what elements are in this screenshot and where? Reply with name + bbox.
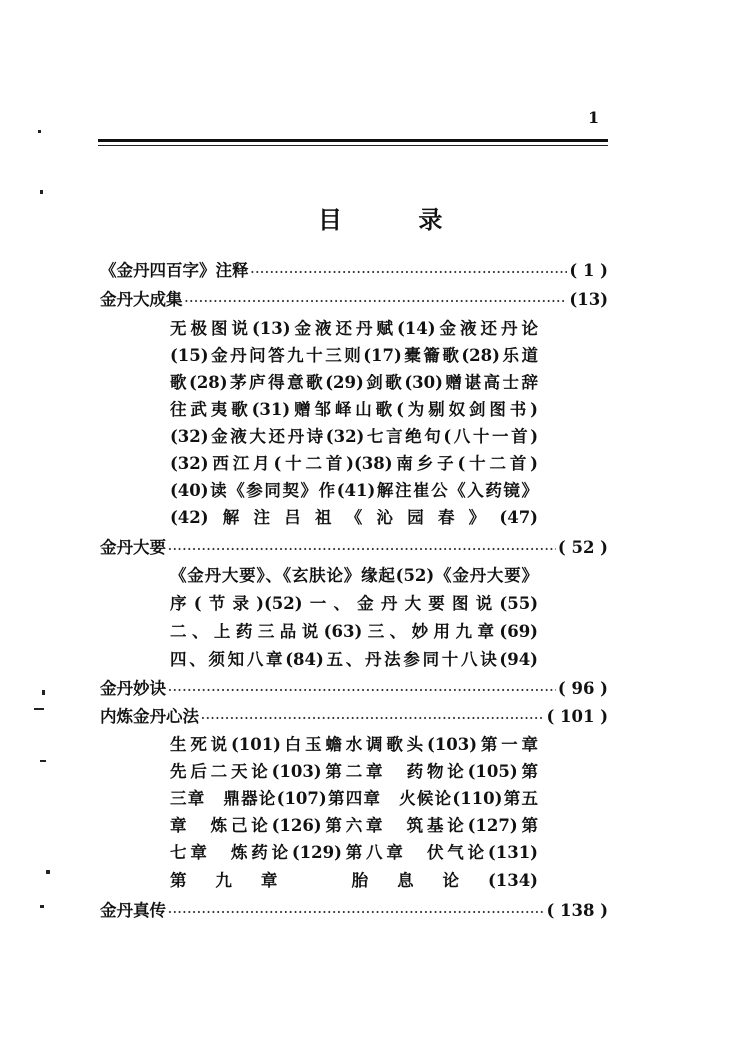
toc-subentry-line: 三章 鼎器论(107)第四章 火候论(110)第五 [170,789,538,808]
header-rule-thick [98,139,608,142]
toc-entry-page: ( 101 ) [546,707,608,726]
toc-entry [100,677,608,701]
scan-speck [40,190,43,194]
leader-dots [251,261,568,285]
toc-entry-title: 金丹妙诀 [100,679,166,698]
toc-subentry-line: 第九章 胎息论(134) [170,871,538,890]
scan-speck [40,905,44,908]
toc-subentry-line: 歌(28)茅庐得意歌(29)剑歌(30)赠谌高士辞 [170,373,538,392]
scan-speck [46,870,50,874]
toc-subentry-line: 《金丹大要》、《玄肤论》缘起(52)《金丹大要》 [170,566,538,585]
toc-entry [100,288,608,312]
leader-dots [201,707,544,731]
toc-subentry-line: (40)读《参同契》作(41)解注崔公《入药镜》 [170,481,538,500]
leader-dots [168,901,544,925]
toc-subentry-line: 序(节录)(52)一、金丹大要图说(55) [170,594,538,613]
leader-dots [168,679,556,703]
toc-entry [100,536,608,560]
scan-speck [38,130,41,133]
toc-subentry-line: (42)解注吕祖《沁园春》(47) [170,508,538,527]
page-number: 1 [588,108,600,127]
toc-subentry-line: 往武夷歌(31)赠邹峄山歌(为剔奴剑图书) [170,400,538,419]
leader-dots [168,538,556,562]
toc-entry-title: 金丹大成集 [100,290,183,309]
toc-entry-title: 《金丹四百字》注释 [100,261,249,280]
toc-entry-page: ( 52 ) [557,538,608,557]
scan-speck [34,708,44,710]
toc-subentry-line: (15)金丹问答九十三则(17)橐籥歌(28)乐道 [170,346,538,365]
toc-subentry-line: (32)西江月(十二首)(38)南乡子(十二首) [170,454,538,473]
toc-subentry-line: 生死说(101)白玉蟾水调歌头(103)第一章 [170,735,538,754]
toc-subentry-line: 先后二天论(103)第二章 药物论(105)第 [170,762,538,781]
toc-subentry-line: 无极图说(13)金液还丹赋(14)金液还丹论 [170,319,538,338]
leader-dots [185,290,568,314]
toc-entry-title: 金丹真传 [100,901,166,920]
toc-entry [100,705,608,729]
toc-entry-page: (13) [569,290,608,309]
toc-subentry-line: 二、上药三品说(63)三、妙用九章(69) [170,622,538,641]
page-title: 目 录 [318,205,477,234]
toc-subentry-line: 章 炼己论(126)第六章 筑基论(127)第 [170,816,538,835]
toc-subentry-line: 七章 炼药论(129)第八章 伏气论(131) [170,843,538,862]
toc-entry [100,259,608,283]
toc-entry-title: 金丹大要 [100,538,166,557]
toc-entry-page: ( 96 ) [557,679,608,698]
toc-entry [100,899,608,923]
toc-entry-title: 内炼金丹心法 [100,707,199,726]
toc-subentry-line: 四、须知八章(84)五、丹法参同十八诀(94) [170,650,538,669]
toc-subentry-line: (32)金液大还丹诗(32)七言绝句(八十一首) [170,427,538,446]
scan-speck [40,760,46,762]
scan-speck [42,690,45,695]
header-rule-thin [98,145,608,146]
toc-entry-page: ( 138 ) [546,901,608,920]
toc-entry-page: ( 1 ) [569,261,608,280]
